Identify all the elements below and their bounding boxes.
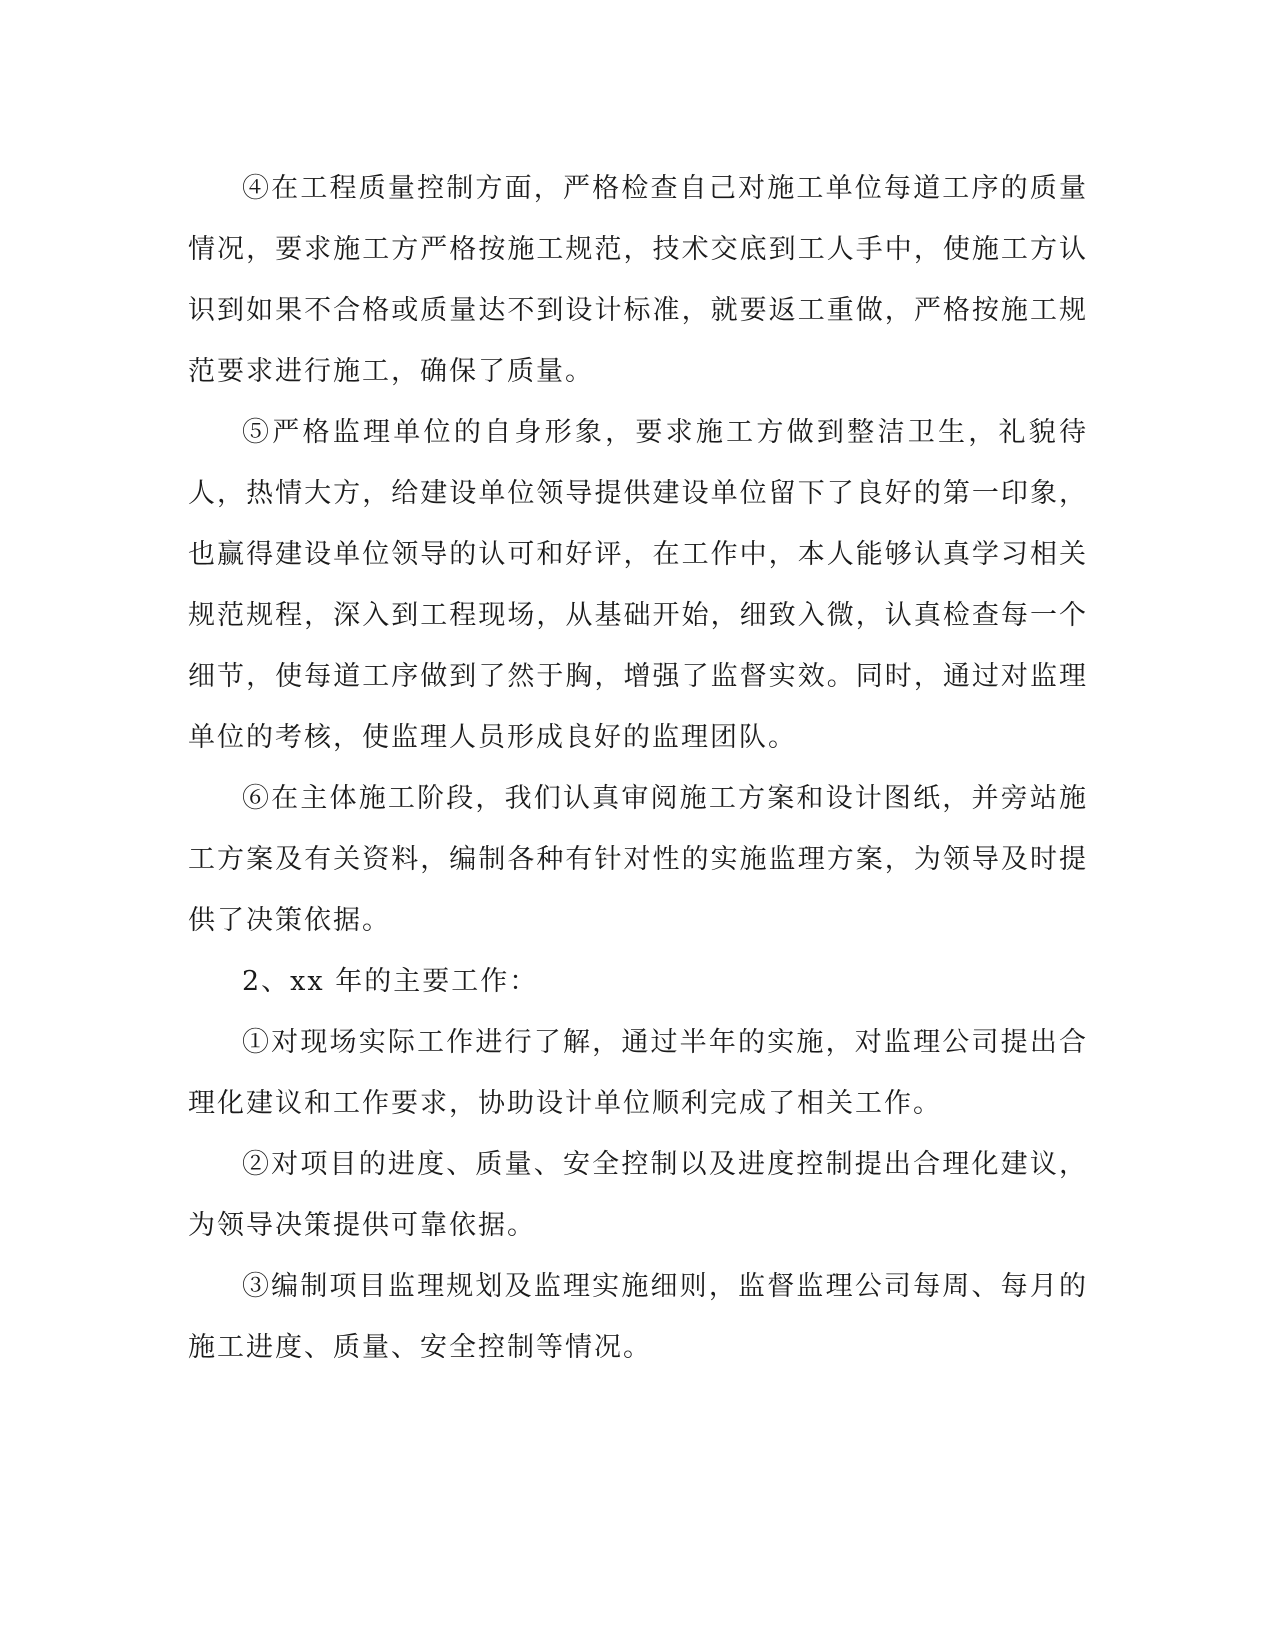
paragraph-main-construction: ⑥在主体施工阶段，我们认真审阅施工方案和设计图纸，并旁站施工方案及有关资料，编制各种有针对性的实施监理方案，为领导及时提供了决策依据。 bbox=[188, 783, 1088, 936]
section-heading: 2、xx 年的主要工作： bbox=[242, 966, 539, 997]
document-body bbox=[188, 158, 1088, 1378]
paragraph-work-item-2: ②对项目的进度、质量、安全控制以及进度控制提出合理化建议，为领导决策提供可靠依据。 bbox=[188, 1149, 1088, 1241]
paragraph-quality-control: ④在工程质量控制方面，严格检查自己对施工单位每道工序的质量情况，要求施工方严格按施工规范，技术交底到工人手中，使施工方认识到如果不合格或质量达不到设计标准，就要返工重做，严格按施工规范要求进行施工，确保了质量。 bbox=[188, 173, 1088, 387]
paragraph-supervision-image: ⑤严格监理单位的自身形象，要求施工方做到整洁卫生，礼貌待人，热情大方，给建设单位领导提供建设单位留下了良好的第一印象，也赢得建设单位领导的认可和好评，在工作中，本人能够认真学习相关规范规程，深入到工程现场，从基础开始，细致入微，认真检查每一个细节，使每道工序做到了然于胸，增强了监督实效。同时，通过对监理单位的考核，使监理人员形成良好的监理团队。 bbox=[188, 417, 1088, 753]
paragraph-work-item-1: ①对现场实际工作进行了解，通过半年的实施，对监理公司提出合理化建议和工作要求，协助设计单位顺利完成了相关工作。 bbox=[188, 1027, 1088, 1119]
paragraph-work-item-3: ③编制项目监理规划及监理实施细则，监督监理公司每周、每月的施工进度、质量、安全控制等情况。 bbox=[188, 1271, 1088, 1363]
